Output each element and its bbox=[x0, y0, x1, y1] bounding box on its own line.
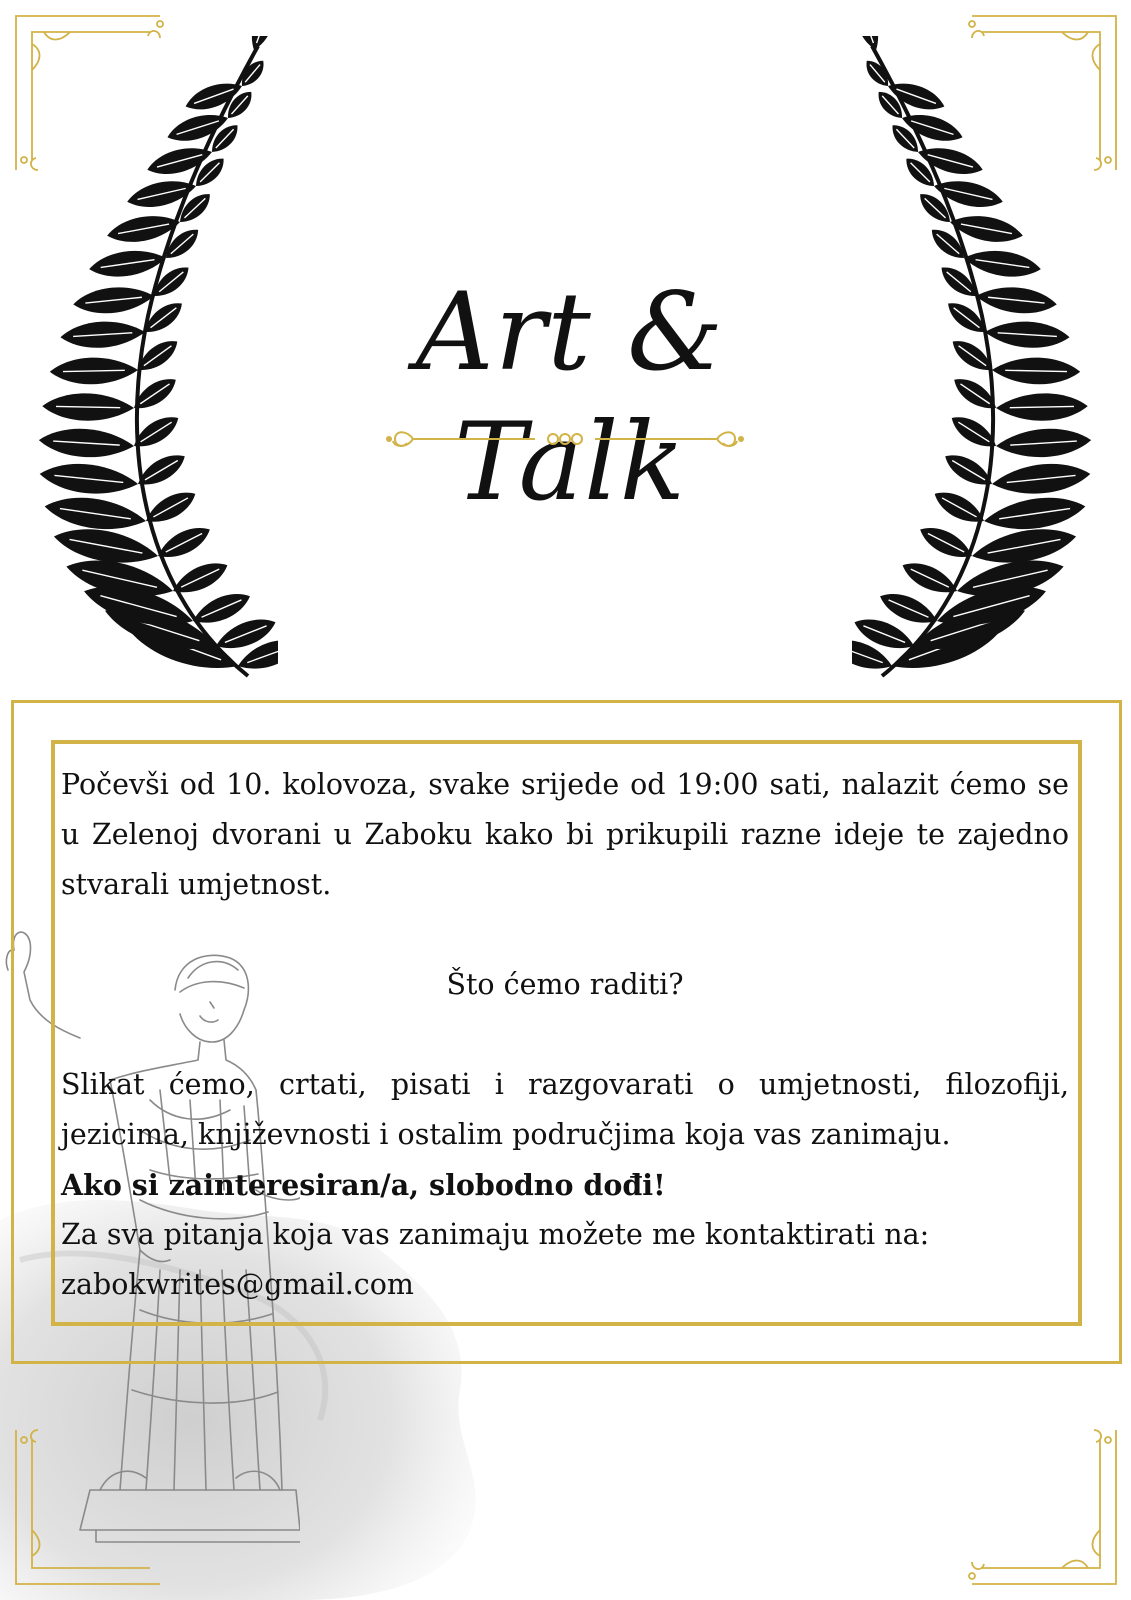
contact-line: Za sva pitanja koja vas zanimaju možete me kontaktirati na: bbox=[61, 1218, 930, 1251]
ornamental-corner-icon bbox=[10, 1420, 170, 1590]
activities-block bbox=[61, 1060, 1069, 1310]
ornamental-corner-icon bbox=[952, 1420, 1122, 1590]
activities-paragraph: Slikat ćemo, crtati, pisati i razgovarati o umjetnosti, filozofiji, jezicima, književnosti i ostalim područjima koja vas zanimaju. bbox=[61, 1068, 1069, 1151]
intro-paragraph: Počevši od 10. kolovoza, svake srijede od 19:00 sati, nalazit ćemo se u Zelenoj dvorani u Zaboku kako bi prikupili razne ideje te zajedno stvarali umjetnost. bbox=[61, 768, 1069, 901]
section-question: Što ćemo raditi? bbox=[446, 968, 684, 1001]
laurel-branch-right-icon bbox=[852, 36, 1102, 686]
laurel-branch-left-icon bbox=[28, 36, 278, 686]
poster-title: Art & Talk bbox=[415, 270, 725, 525]
contact-email[interactable]: zabokwrites@gmail.com bbox=[61, 1268, 414, 1301]
invitation-line: Ako si zainteresiran/a, slobodno dođi! bbox=[61, 1168, 666, 1202]
ornamental-divider-icon bbox=[385, 424, 745, 454]
